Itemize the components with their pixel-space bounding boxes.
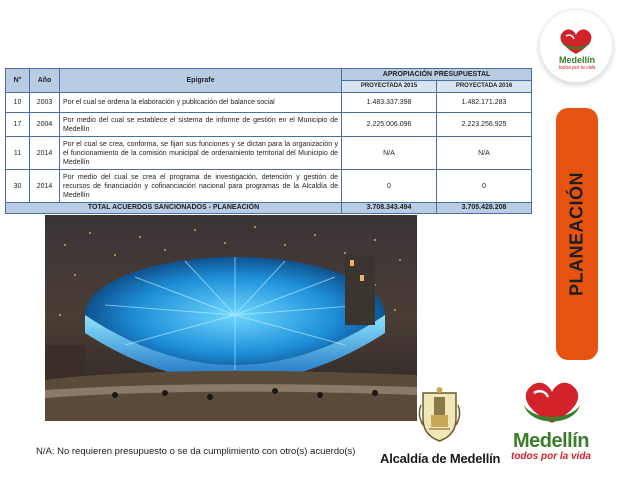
stadium-night-illustration	[45, 215, 417, 421]
brand-small	[551, 56, 603, 71]
header-2016: PROYECTADA 2016	[437, 81, 532, 93]
total-label: TOTAL ACUERDOS SANCIONADOS - PLANEACIÓN	[6, 203, 342, 214]
cell-2015: N/A	[342, 137, 437, 170]
cell-2016: 2.223.256.925	[437, 113, 532, 137]
header-epigraph: Epígrafe	[60, 69, 342, 93]
medellin-logo-badge	[540, 10, 612, 82]
table-row	[6, 93, 532, 113]
table-row	[6, 137, 532, 170]
section-side-bar	[556, 108, 598, 360]
table-row	[6, 113, 532, 137]
alcaldia-label: Alcaldía de Medellín	[380, 451, 501, 466]
cell-year: 2014	[30, 137, 60, 170]
brand-big	[496, 432, 606, 463]
brand-small-name: Medellín	[558, 55, 595, 65]
header-2015: PROYECTADA 2015	[342, 81, 437, 93]
cell-num: 10	[6, 93, 30, 113]
cell-epigraph: Por medio del cual se crea el programa de investigación, detención y gestión de recursos de financiación y cofinanciación nacional para programas de la Alcaldía de Medellín	[60, 170, 342, 203]
table-header-row	[6, 69, 532, 81]
brand-big-name: Medellín	[512, 430, 589, 452]
footnote: N/A: No requieren presupuesto o se da cumplimiento con otro(s) acuerdo(s)	[36, 446, 356, 457]
total-2016: 3.705.428.208	[437, 203, 532, 214]
cell-epigraph: Por el cual se ordena la elaboración y publicación del balance social	[60, 93, 342, 113]
stadium-photo	[45, 215, 417, 421]
cell-epigraph: Por el cual se crea, conforma, se fijan sus funciones y se dictan para la organización y el funcionamiento de la comisión municipal de ordenamiento territorial del Municipio de Medellín	[60, 137, 342, 170]
budget-table	[5, 68, 532, 214]
table-row	[6, 170, 532, 203]
cell-2015: 2.225.006.096	[342, 113, 437, 137]
cell-year: 2003	[30, 93, 60, 113]
brand-big-tagline: todos por la vida	[510, 451, 591, 462]
coat-of-arms-icon	[417, 385, 462, 445]
brand-small-tagline: todos por la vida	[558, 65, 596, 71]
cell-2015: 0	[342, 170, 437, 203]
total-2015: 3.708.343.494	[342, 203, 437, 214]
header-budget-group: APROPIACIÓN PRESUPUESTAL	[342, 69, 532, 81]
cell-epigraph: Por medio del cual se establece el sistema de informe de gestión en el Municipio de Medellín	[60, 113, 342, 137]
cell-2016: 1.482.171.283	[437, 93, 532, 113]
cell-num: 17	[6, 113, 30, 137]
cell-year: 2004	[30, 113, 60, 137]
cell-2015: 1.483.337.398	[342, 93, 437, 113]
header-year: Año	[30, 69, 60, 93]
cell-2016: 0	[437, 170, 532, 203]
cell-num: 30	[6, 170, 30, 203]
cell-2016: N/A	[437, 137, 532, 170]
cell-year: 2014	[30, 170, 60, 203]
medellin-heart-logo	[540, 10, 612, 82]
header-num: N°	[6, 69, 30, 93]
table-total-row	[6, 203, 532, 214]
section-label: PLANEACIÓN	[566, 171, 587, 297]
medellin-heart-logo	[510, 375, 594, 433]
cell-num: 11	[6, 137, 30, 170]
